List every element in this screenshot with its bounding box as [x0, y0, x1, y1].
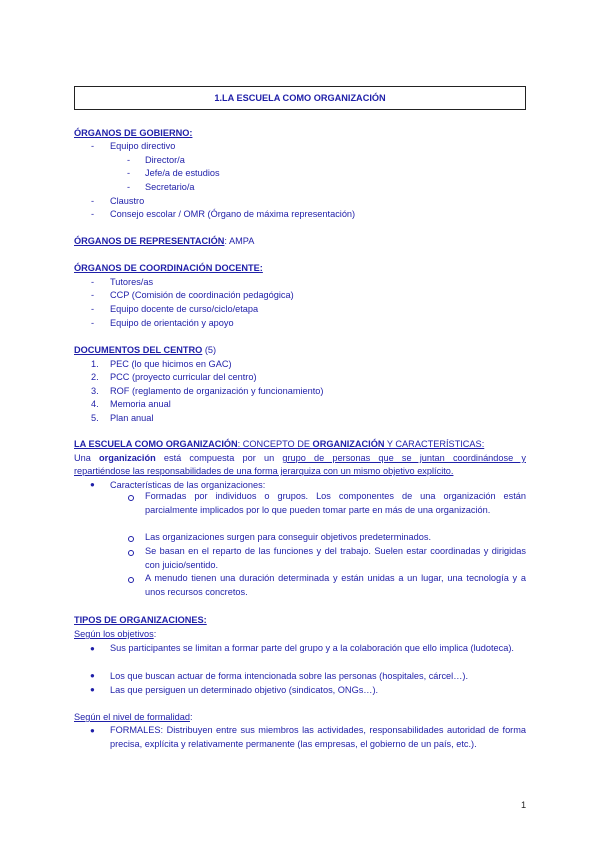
gobierno-heading: ÓRGANOS DE GOBIERNO: [74, 128, 193, 138]
objetivo-0: Sus participantes se limitan a formar parte del grupo y a la colaboración que ello implica (ludoteca). [110, 643, 514, 653]
concepto-heading-d: Y CARACTERÍSTICAS: [384, 439, 485, 449]
formalidad-colon: : [189, 712, 193, 722]
bullet-marker: ● [90, 685, 95, 694]
documentos-heading: DOCUMENTOS DEL CENTRO [74, 345, 203, 355]
coordinacion-heading: ÓRGANOS DE COORDINACIÓN DOCENTE: [74, 263, 263, 273]
dash-marker: - [91, 304, 95, 314]
gobierno-item-2: Consejo escolar / OMR (Órgano de máxima representación) [110, 209, 356, 219]
dash-marker: - [91, 141, 95, 151]
circle-bullet-icon [128, 536, 134, 542]
coordinacion-item-0: Tutores/as [110, 277, 154, 287]
caracteristica-3: A menudo tienen una duración determinada y están unidas a un lugar, una tecnología y a unos recursos concretos. [145, 573, 526, 597]
concepto-heading [74, 438, 484, 450]
dash-marker: - [91, 209, 95, 219]
objetivos-line [74, 628, 156, 640]
concepto-heading-b: : CONCEPTO DE [237, 439, 313, 449]
tipos-heading: TIPOS DE ORGANIZACIONES: [74, 615, 207, 625]
documentos-count: (5) [202, 345, 217, 355]
dash-marker: - [127, 168, 131, 178]
documentos-number-0: 1. [91, 359, 99, 369]
page-title: 1.LA ESCUELA COMO ORGANIZACIÓN [214, 93, 386, 103]
objetivos-colon: : [153, 629, 157, 639]
circle-bullet-icon [128, 577, 134, 583]
documentos-item-0: PEC (lo que hicimos en GAC) [110, 359, 232, 369]
documentos-number-1: 2. [91, 372, 99, 382]
concepto-intro-line-2: repartiéndose las responsabilidades de una forma jerarquiza con un mismo objetivo explícito. [74, 466, 454, 476]
gobierno-subitem-1: Jefe/a de estudios [145, 168, 220, 178]
bullet-marker: ● [90, 480, 95, 489]
representacion-value: : AMPA [224, 236, 255, 246]
documentos-item-1: PCC (proyecto curricular del centro) [110, 372, 257, 382]
documentos-item-4: Plan anual [110, 413, 154, 423]
objetivos-label: Según los objetivos [74, 629, 154, 639]
caracteristica-0: Formadas por individuos o grupos. Los componentes de una organización están parcialmente implicados por lo que pueden tomar parte en más de una organización. [145, 491, 526, 515]
documentos-item-3: Memoria anual [110, 399, 171, 409]
gobierno-subitem-0: Director/a [145, 155, 185, 165]
documentos-number-3: 4. [91, 399, 99, 409]
intro-a: Una [74, 453, 100, 463]
dash-marker: - [127, 182, 131, 192]
intro-d: grupo de personas que se juntan coordinándose y [282, 453, 526, 463]
formalidad-line [74, 711, 193, 723]
dash-marker: - [91, 196, 95, 206]
intro-c: está compuesta por un [155, 453, 283, 463]
caracteristicas-label: Características de las organizaciones: [110, 480, 266, 490]
circle-bullet-icon [128, 550, 134, 556]
caracteristica-1: Las organizaciones surgen para conseguir objetivos predeterminados. [145, 532, 432, 542]
dash-marker: - [127, 155, 131, 165]
objetivo-2: Las que persiguen un determinado objetivo (sindicatos, ONGs…). [110, 685, 379, 695]
dash-marker: - [91, 318, 95, 328]
concepto-heading-c: ORGANIZACIÓN [312, 439, 385, 449]
representacion-heading: ÓRGANOS DE REPRESENTACIÓN [74, 236, 225, 246]
gobierno-subitem-2: Secretario/a [145, 182, 195, 192]
dash-marker: - [91, 277, 95, 287]
concepto-heading-a: LA ESCUELA COMO ORGANIZACIÓN [74, 439, 238, 449]
title-box [74, 86, 526, 110]
documentos-number-4: 5. [91, 413, 99, 423]
dash-marker: - [91, 290, 95, 300]
bullet-marker: ● [90, 671, 95, 680]
page-number: 1 [521, 800, 527, 810]
formalidad-0: FORMALES: Distribuyen entre sus miembros las actividades, responsabilidades autoridad de forma precisa, explícita y relativamente permanente (las empresas, el gobierno de un país, etc.). [110, 725, 526, 749]
circle-bullet-icon [128, 495, 134, 501]
objetivo-1: Los que buscan actuar de forma intencionada sobre las personas (hospitales, cárcel…). [110, 671, 469, 681]
caracteristica-2: Se basan en el reparto de las funciones y del trabajo. Suelen estar coordinadas y dirigidas con juicio/sentido. [145, 546, 526, 570]
representacion-line [74, 235, 254, 247]
documentos-line [74, 344, 216, 356]
gobierno-item-1: Claustro [110, 196, 145, 206]
coordinacion-item-1: CCP (Comisión de coordinación pedagógica) [110, 290, 294, 300]
documentos-item-2: ROF (reglamento de organización y funcionamiento) [110, 386, 324, 396]
bullet-marker: ● [90, 726, 95, 735]
concepto-intro-line-1 [74, 452, 526, 464]
bullet-marker: ● [90, 644, 95, 653]
formalidad-label: Según el nivel de formalidad [74, 712, 190, 722]
intro-organizacion: organización [99, 453, 156, 463]
coordinacion-item-2: Equipo docente de curso/ciclo/etapa [110, 304, 259, 314]
gobierno-item-0: Equipo directivo [110, 141, 176, 151]
documentos-number-2: 3. [91, 386, 99, 396]
coordinacion-item-3: Equipo de orientación y apoyo [110, 318, 234, 328]
